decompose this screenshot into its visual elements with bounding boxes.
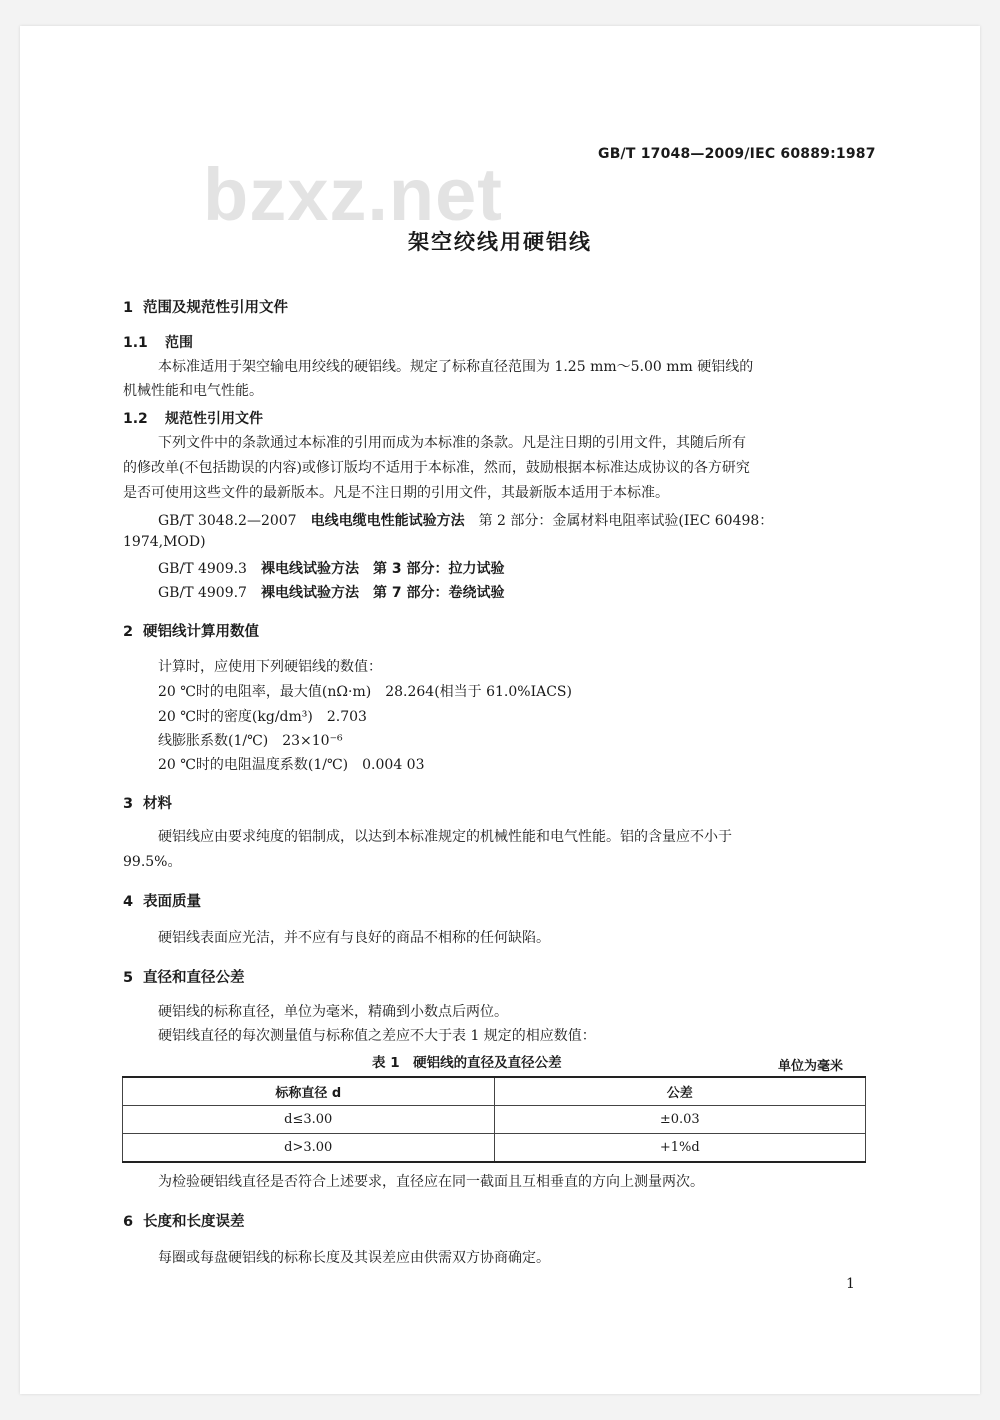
value-label: 线膨胀系数(1/℃) [158, 733, 269, 749]
page-number: 1 [846, 1276, 855, 1292]
section-number: 4 [123, 894, 134, 910]
value-item [158, 705, 367, 729]
section-number: 3 [123, 796, 134, 812]
table-header-cell: 公差 [494, 1077, 866, 1106]
paragraph-line: 为检验硬铝线直径是否符合上述要求，直径应在同一截面且互相垂直的方向上测量两次。 [158, 1174, 704, 1190]
table-cell: d≤3.00 [123, 1106, 495, 1134]
section-1-heading [123, 296, 288, 317]
diameter-tolerance-table [122, 1076, 866, 1163]
table-row [123, 1134, 866, 1163]
reference-item [158, 558, 504, 578]
paragraph-line: 硬铝线应由要求纯度的铝制成，以达到本标准规定的机械性能和电气性能。铝的含量应不小于 [158, 829, 732, 845]
section-number: 1.2 [123, 411, 148, 427]
value-item [158, 680, 572, 704]
reference-part: 第 3 部分：拉力试验 [372, 561, 505, 577]
section-title: 硬铝线计算用数值 [143, 624, 259, 640]
table-caption: 表 1 硬铝线的直径及直径公差 [372, 1055, 562, 1071]
paragraph-line: 硬铝线的标称直径，单位为毫米，精确到小数点后两位。 [158, 1004, 508, 1020]
value-number: 28.264(相当于 61.0%IACS) [385, 684, 572, 700]
section-title: 直径和直径公差 [143, 970, 245, 986]
table-unit: 单位为毫米 [778, 1059, 844, 1074]
table-cell: d>3.00 [123, 1134, 495, 1163]
section-title: 长度和长度误差 [143, 1214, 245, 1230]
section-1-1-heading [123, 332, 193, 352]
value-number: 23×10⁻⁶ [282, 733, 343, 749]
table-cell: +1%d [494, 1134, 866, 1163]
standard-code: GB/T 17048—2009/IEC 60889:1987 [598, 146, 876, 162]
section-5-heading [123, 966, 245, 987]
reference-item [158, 582, 504, 602]
table-header-cell: 标称直径 d [123, 1077, 495, 1106]
paragraph-line: 的修改单(不包括勘误的内容)或修订版均不适用于本标准，然而，鼓励根据本标准达成协议的各方研究 [123, 460, 750, 476]
section-3-heading [123, 792, 172, 813]
section-title: 材料 [143, 796, 172, 812]
table-cell: ±0.03 [494, 1106, 866, 1134]
section-2-heading [123, 620, 259, 641]
paragraph-line: 硬铝线表面应光洁，并不应有与良好的商品不相称的任何缺陷。 [158, 930, 550, 946]
section-1-2-heading [123, 408, 263, 428]
reference-part: 第 7 部分：卷绕试验 [372, 585, 505, 601]
value-number: 0.004 03 [362, 757, 425, 773]
section-title: 表面质量 [143, 894, 201, 910]
table-row [123, 1106, 866, 1134]
reference-part: 第 2 部分：金属材料电阻率试验(IEC 60498： [478, 513, 774, 529]
reference-code: GB/T 4909.7 [158, 585, 247, 601]
document-page [20, 26, 980, 1394]
paragraph-line: 99.5%。 [123, 854, 182, 870]
paragraph-line: 计算时，应使用下列硬铝线的数值： [158, 659, 382, 675]
value-item [158, 729, 343, 753]
reference-item [158, 510, 773, 530]
section-number: 5 [123, 970, 134, 986]
section-number: 1 [123, 300, 134, 316]
reference-code: GB/T 3048.2—2007 [158, 513, 297, 529]
section-number: 2 [123, 624, 134, 640]
section-4-heading [123, 890, 201, 911]
document-title: 架空绞线用硬铝线 [408, 230, 592, 254]
paragraph-line: 本标准适用于架空输电用绞线的硬铝线。规定了标称直径范围为 1.25 mm～5.00 mm 硬铝线的 [158, 359, 754, 375]
section-number: 6 [123, 1214, 134, 1230]
section-6-heading [123, 1210, 245, 1231]
reference-continuation: 1974,MOD) [123, 534, 206, 550]
value-label: 20 ℃时的密度(kg/dm³) [158, 709, 313, 725]
paragraph-line: 是否可使用这些文件的最新版本。凡是不注日期的引用文件，其最新版本适用于本标准。 [123, 485, 669, 501]
paragraph-line: 下列文件中的条款通过本标准的引用而成为本标准的条款。凡是注日期的引用文件，其随后所有 [158, 435, 746, 451]
reference-title: 裸电线试验方法 [260, 561, 359, 577]
reference-code: GB/T 4909.3 [158, 561, 247, 577]
reference-title: 电线电缆电性能试验方法 [310, 513, 465, 529]
section-number: 1.1 [123, 335, 148, 351]
table-header-row [123, 1077, 866, 1106]
section-title: 规范性引用文件 [165, 411, 263, 427]
paragraph-line: 每圈或每盘硬铝线的标称长度及其误差应由供需双方协商确定。 [158, 1250, 550, 1266]
reference-title: 裸电线试验方法 [260, 585, 359, 601]
value-label: 20 ℃时的电阻率，最大值(nΩ·m) [158, 684, 372, 700]
paragraph-line: 机械性能和电气性能。 [123, 383, 263, 399]
value-number: 2.703 [326, 709, 367, 725]
value-label: 20 ℃时的电阻温度系数(1/℃) [158, 757, 349, 773]
value-item [158, 753, 424, 777]
paragraph-line: 硬铝线直径的每次测量值与标称值之差应不大于表 1 规定的相应数值： [158, 1028, 596, 1044]
section-title: 范围 [165, 335, 193, 351]
section-title: 范围及规范性引用文件 [143, 300, 288, 316]
watermark: bzxz.net [203, 153, 503, 236]
